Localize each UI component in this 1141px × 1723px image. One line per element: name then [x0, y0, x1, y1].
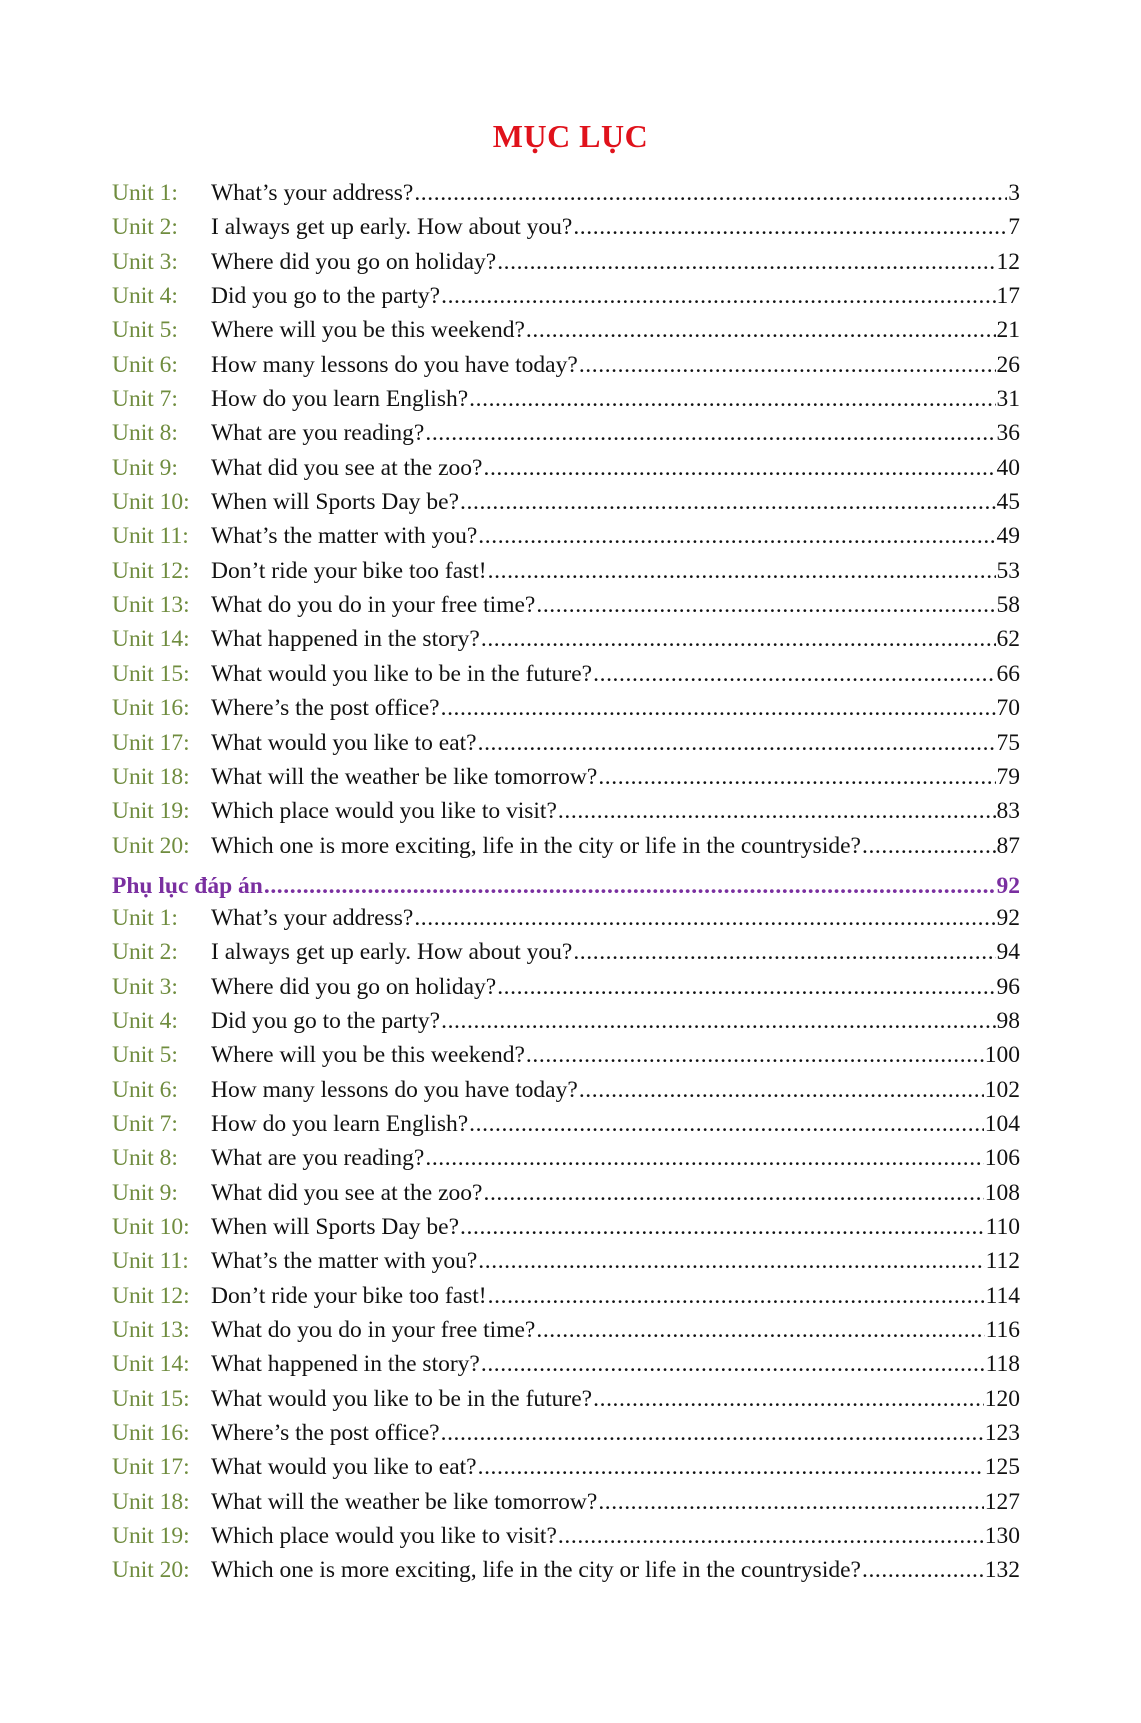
toc-row[interactable] [112, 901, 1020, 935]
dot-leader [526, 313, 996, 347]
unit-title: Did you go to the party? [211, 1007, 441, 1034]
page-number: 123 [984, 1420, 1020, 1447]
unit-title: Which one is more exciting, life in the city or life in the countryside? [211, 1557, 861, 1584]
toc-row[interactable] [112, 416, 1020, 450]
page-number: 53 [996, 557, 1020, 584]
toc-row[interactable] [112, 1313, 1020, 1347]
toc-row[interactable] [112, 554, 1020, 588]
dot-leader [460, 485, 995, 519]
unit-label: Unit 3: [112, 248, 178, 275]
page-title: MỤC LỤC [492, 118, 649, 154]
unit-title: What happened in the story? [211, 626, 480, 653]
dot-leader [488, 554, 996, 588]
toc-row[interactable] [112, 970, 1020, 1004]
unit-title: Where will you be this weekend? [211, 1042, 525, 1069]
toc-row[interactable] [112, 1416, 1020, 1450]
dot-leader [573, 935, 995, 969]
unit-label: Unit 16: [112, 695, 190, 722]
unit-label: Unit 15: [112, 660, 190, 687]
dot-leader [469, 1107, 984, 1141]
toc-row[interactable] [112, 245, 1020, 279]
unit-title: What are you reading? [211, 420, 425, 447]
unit-title: What would you like to eat? [211, 729, 477, 756]
toc-row[interactable] [112, 1244, 1020, 1278]
unit-label: Unit 14: [112, 626, 190, 653]
page-number: 120 [984, 1385, 1020, 1412]
dot-leader [469, 382, 995, 416]
page-number: 7 [1008, 214, 1020, 241]
dot-leader [536, 588, 995, 622]
page-number: 94 [996, 939, 1020, 966]
unit-label: Unit 20: [112, 1557, 190, 1584]
toc-row[interactable] [112, 588, 1020, 622]
page-number: 118 [985, 1351, 1020, 1378]
dot-leader [481, 1347, 985, 1381]
page-number: 125 [984, 1454, 1020, 1481]
page-number: 26 [996, 351, 1020, 378]
page-number: 127 [984, 1488, 1020, 1515]
unit-title: Which one is more exciting, life in the city or life in the countryside? [211, 832, 861, 859]
toc-row[interactable] [112, 382, 1020, 416]
unit-label: Unit 10: [112, 489, 190, 516]
unit-title: How many lessons do you have today? [211, 1076, 578, 1103]
unit-title: What would you like to eat? [211, 1454, 477, 1481]
page-number: 130 [984, 1523, 1020, 1550]
page-number: 92 [996, 904, 1020, 931]
toc-row[interactable] [112, 657, 1020, 691]
toc-row[interactable] [112, 1347, 1020, 1381]
unit-title: I always get up early. How about you? [211, 939, 573, 966]
unit-title: Where will you be this weekend? [211, 317, 525, 344]
page-number: 114 [985, 1282, 1020, 1309]
unit-title: Which place would you like to visit? [211, 798, 557, 825]
unit-label: Unit 13: [112, 592, 190, 619]
unit-title: What do you do in your free time? [211, 592, 536, 619]
toc-row[interactable] [112, 935, 1020, 969]
unit-label: Unit 17: [112, 729, 190, 756]
unit-label: Unit 19: [112, 1523, 190, 1550]
page-number: 106 [984, 1145, 1020, 1172]
page-number: 132 [984, 1557, 1020, 1584]
page-number: 75 [996, 729, 1020, 756]
toc-row[interactable] [112, 1485, 1020, 1519]
page-number: 102 [984, 1076, 1020, 1103]
dot-leader [593, 657, 995, 691]
page-number: 110 [985, 1213, 1020, 1240]
unit-label: Unit 14: [112, 1351, 190, 1378]
unit-label: Unit 20: [112, 832, 190, 859]
toc-row[interactable] [112, 210, 1020, 244]
unit-label: Unit 9: [112, 1179, 178, 1206]
unit-label: Unit 19: [112, 798, 190, 825]
unit-title: What do you do in your free time? [211, 1317, 536, 1343]
unit-label: Unit 7: [112, 1110, 178, 1137]
toc-row[interactable] [112, 691, 1020, 725]
unit-title: Don’t ride your bike too fast! [211, 1282, 487, 1309]
unit-title: What’s the matter with you? [211, 523, 478, 550]
unit-title: I always get up early. How about you? [211, 214, 573, 241]
dot-leader [558, 1519, 984, 1553]
dot-leader [425, 416, 995, 450]
page-number: 96 [996, 973, 1020, 1000]
unit-label: Unit 5: [112, 1042, 178, 1069]
dot-leader [483, 1176, 983, 1210]
dot-leader [579, 348, 996, 382]
page-number: 12 [996, 248, 1020, 275]
unit-label: Unit 4: [112, 283, 178, 310]
page-number: 3 [1008, 180, 1020, 206]
unit-label: Unit 11: [112, 1248, 189, 1275]
unit-label: Unit 4: [112, 1007, 178, 1034]
dot-leader [460, 1210, 985, 1244]
unit-label: Unit 7: [112, 386, 178, 413]
toc-row[interactable] [112, 1553, 1020, 1587]
page-number: 87 [996, 832, 1020, 859]
dot-leader [598, 760, 995, 794]
toc-row[interactable] [112, 176, 1020, 210]
unit-label: Unit 2: [112, 214, 178, 241]
toc-row[interactable] [112, 1450, 1020, 1484]
unit-title: Where did you go on holiday? [211, 973, 497, 1000]
toc-row[interactable] [112, 1210, 1020, 1244]
page-number: 58 [996, 592, 1020, 619]
dot-leader [598, 1485, 983, 1519]
page-number: 31 [996, 386, 1020, 413]
toc-row[interactable] [112, 279, 1020, 313]
unit-label: Unit 8: [112, 420, 178, 447]
dot-leader [414, 901, 995, 935]
unit-title: Where’s the post office? [211, 1420, 440, 1447]
unit-label: Unit 12: [112, 557, 190, 584]
toc-row[interactable] [112, 485, 1020, 519]
unit-title: What will the weather be like tomorrow? [211, 1488, 598, 1515]
toc-row[interactable] [112, 1004, 1020, 1038]
toc-row[interactable] [112, 1176, 1020, 1210]
dot-leader [441, 279, 995, 313]
toc-row[interactable] [112, 313, 1020, 347]
dot-leader [579, 1073, 984, 1107]
page-number: 83 [996, 798, 1020, 825]
unit-label: Unit 17: [112, 1454, 190, 1481]
unit-label: Unit 15: [112, 1385, 190, 1412]
toc-row[interactable] [112, 1107, 1020, 1141]
dot-leader [478, 1450, 984, 1484]
unit-title: Where did you go on holiday? [211, 248, 497, 275]
unit-title: Don’t ride your bike too fast! [211, 557, 487, 584]
toc-appendix-row[interactable] [112, 863, 1020, 901]
page-number: 108 [984, 1179, 1020, 1206]
unit-label: Unit 1: [112, 180, 178, 206]
dot-leader [414, 176, 1007, 210]
unit-label: Unit 2: [112, 939, 178, 966]
unit-title: What’s your address? [211, 180, 414, 206]
page-number: 45 [996, 489, 1020, 516]
dot-leader [478, 1244, 984, 1278]
unit-title: What’s the matter with you? [211, 1248, 478, 1275]
page-number: 70 [996, 695, 1020, 722]
page-number: 112 [985, 1248, 1020, 1275]
dot-leader [481, 622, 996, 656]
table-of-contents [112, 176, 1020, 1588]
toc-row[interactable] [112, 829, 1020, 863]
page-number: 100 [984, 1042, 1020, 1069]
toc-row[interactable] [112, 726, 1020, 760]
dot-leader [526, 1038, 984, 1072]
toc-row[interactable] [112, 1382, 1020, 1416]
toc-row[interactable] [112, 1073, 1020, 1107]
unit-label: Unit 11: [112, 523, 189, 550]
toc-section-answers [112, 901, 1020, 1588]
page-number: 62 [996, 626, 1020, 653]
toc-row[interactable] [112, 1141, 1020, 1175]
page-number: 104 [984, 1110, 1020, 1137]
unit-label: Unit 6: [112, 1076, 178, 1103]
unit-label: Unit 12: [112, 1282, 190, 1309]
dot-leader [483, 451, 995, 485]
page-number: 98 [996, 1007, 1020, 1034]
unit-title: How do you learn English? [211, 386, 469, 413]
page-number: 66 [996, 660, 1020, 687]
page-number: 21 [996, 317, 1020, 344]
unit-label: Unit 18: [112, 1488, 190, 1515]
unit-title: Where’s the post office? [211, 695, 440, 722]
unit-title: What happened in the story? [211, 1351, 480, 1378]
toc-row[interactable] [112, 348, 1020, 382]
toc-row[interactable] [112, 1279, 1020, 1313]
toc-row[interactable] [112, 760, 1020, 794]
unit-title: What will the weather be like tomorrow? [211, 763, 598, 790]
unit-label: Unit 1: [112, 904, 178, 931]
page-number: 17 [996, 283, 1020, 310]
toc-row[interactable] [112, 1038, 1020, 1072]
unit-title: How many lessons do you have today? [211, 351, 578, 378]
toc-row[interactable] [112, 451, 1020, 485]
page-number: 79 [996, 763, 1020, 790]
unit-label: Unit 3: [112, 973, 178, 1000]
toc-row[interactable] [112, 794, 1020, 828]
unit-label: Unit 18: [112, 763, 190, 790]
dot-leader [497, 970, 995, 1004]
unit-title: How do you learn English? [211, 1110, 469, 1137]
page-number: 49 [996, 523, 1020, 550]
dot-leader [558, 794, 996, 828]
unit-label: Unit 8: [112, 1145, 178, 1172]
unit-label: Unit 6: [112, 351, 178, 378]
toc-row[interactable] [112, 519, 1020, 553]
unit-title: When will Sports Day be? [211, 1213, 460, 1240]
page-number: 116 [985, 1317, 1020, 1343]
appendix-title: Phụ lục đáp án [112, 872, 263, 899]
unit-title: Did you go to the party? [211, 283, 441, 310]
toc-section-units [112, 176, 1020, 863]
dot-leader [862, 829, 996, 863]
dot-leader [441, 691, 996, 725]
unit-title: When will Sports Day be? [211, 489, 460, 516]
appendix-page-number: 92 [996, 872, 1020, 899]
unit-title: What would you like to be in the future? [211, 1385, 593, 1412]
dot-leader [478, 726, 996, 760]
dot-leader [862, 1553, 984, 1587]
unit-title: What are you reading? [211, 1145, 425, 1172]
toc-row[interactable] [112, 622, 1020, 656]
unit-label: Unit 5: [112, 317, 178, 344]
unit-title: Which place would you like to visit? [211, 1523, 557, 1550]
dot-leader [536, 1313, 984, 1347]
dot-leader [488, 1279, 985, 1313]
dot-leader [497, 245, 995, 279]
unit-title: What would you like to be in the future? [211, 660, 593, 687]
toc-row[interactable] [112, 1519, 1020, 1553]
unit-label: Unit 9: [112, 454, 178, 481]
dot-leader [478, 519, 995, 553]
unit-title: What did you see at the zoo? [211, 454, 483, 481]
unit-label: Unit 13: [112, 1317, 190, 1343]
unit-label: Unit 16: [112, 1420, 190, 1447]
dot-leader [573, 210, 1007, 244]
unit-title: What’s your address? [211, 904, 414, 931]
unit-title: What did you see at the zoo? [211, 1179, 483, 1206]
dot-leader [593, 1382, 984, 1416]
unit-label: Unit 10: [112, 1213, 190, 1240]
page-number: 36 [996, 420, 1020, 447]
dot-leader [441, 1416, 984, 1450]
dot-leader [441, 1004, 995, 1038]
dot-leader [425, 1141, 983, 1175]
page-number: 40 [996, 454, 1020, 481]
